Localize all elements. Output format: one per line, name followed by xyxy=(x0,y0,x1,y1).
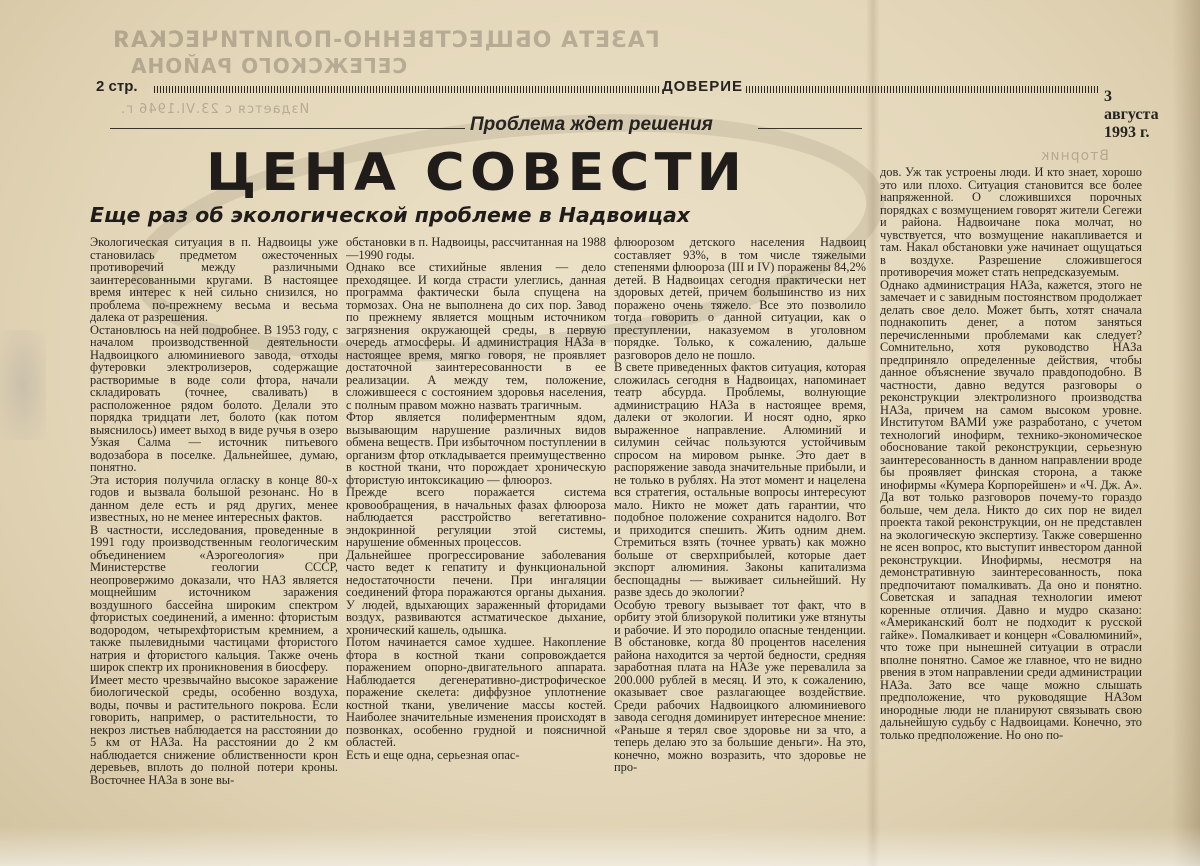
article-column-4: дов. Уж так устроены люди. И кто знает, хорошо это или плохо. Ситуация становится все более напряженной. О сложившихся порочных порядках с возмущением говорят жители Сегежи и района. Надвоичане пока молчат, но чувствуется, что возмущение накапливается и там. Накал обстановки уже начинает ощущаться в воздухе. Разрешение сложившегося противоречия может стать непредсказуемым. Однако администрация НАЗа, кажется, этого не замечает и с завидным постоянством продолжает делать свое дело. Может быть, хотят сначала поднакопить денег, а потом заняться перечисленными проблемами как следует? Сомнительно, хотя руководство НАЗа предприняло определенные действия, чтобы данное объяснение звучало правдоподобно. В частности, давно ведутся разговоры о реконструкции электролизного производства НАЗа, причем на самом высоком уровне. Институтом ВАМИ уже разработано, с учетом технологий инофирм, технико-экономическое обоснование такой реконструкции, серьезную заинтересованность в данном направлении вроде бы проявляет финская сторона, а также инофирмы «Кумера Корпорейшен» и «Ч. Дж. А». Да вот только разговоров почему-то гораздо больше, чем дела. Никто до сих пор не видел проекта такой реконструкции, он не представлен на экологическую экспертизу. Также совершенно не ясен вопрос, кто выступит инвестором данной реконструкции. Инофирмы, несмотря на демонстративную заинтересованность, пока предпочитают помалкивать. Да оно и понятно. Советская и западная технологии имеют коренные отличия. Давно и мудро сказано: «Американский болт не подходит к русской гайке». Помалкивает и концерн «Совалюминий», что тоже при нынешней ситуации в отрасли вполне понятно. Самое же главное, что не видно рвения в этом направлении среди администрации НАЗа. Зато все чаще можно слышать предположение, что руководящие НАЗом инородные люди не планируют связывать свою дальнейшую судьбу с Надвоицами. Конечно, это только предположение. Но оно по- xyxy=(880,166,1142,742)
article-column-1: Экологическая ситуация в п. Надвоицы уже становилась предметом ожесточенных противоречий между различными заинтересованными кругами. В настоящее время интерес к ней сильно снизился, но проблема по-прежнему весьма и весьма далека от разрешения. Остановлюсь на ней подробнее. В 1953 году, с началом производственной деятельности Надвоицкого алюминиевого завода, отходы футеровки электролизеров, содержащие растворимые в воде соли фтора, начали складировать (точнее, сваливать) в расположенное рядом болото. Делали это порядка тридцати лет, болото (как потом выяснилось) имеет выход в виде ручья в озеро Узкая Салма — источник питьевого водозабора в поселке. Дальнейшее, думаю, понятно. Эта история получила огласку в конце 80-х годов и вызвала большой резонанс. Но в данном деле есть и ряд других, менее известных, но не менее интересных фактов. В частности, исследования, проведенные в 1991 году производственным геологическим объединением «Аэрогеология» при Министерстве геологии СССР, неопровержимо доказали, что НАЗ является мощнейшим источником заражения воздушного бассейна широким спектром фтористых соединений, а именно: фтористым водородом, четырехфтористым кремнием, а также пылевидными частицами фтористого натрия и фтористого кальция. Также очень широк спектр их проникновения в биосферу. Имеет место чрезвычайно высокое заражение биологической среды, особенно воздуха, воды, почвы и растительного покрова. Если говорить, например, о растительности, то некроз листьев наблюдается на расстоянии до 5 км от НАЗа. На расстоянии до 2 км наблюдается снижение облиственности крон деревьев, вплоть до полной потери кроны. Восточнее НАЗа в зоне вы- xyxy=(90,236,338,787)
article-subheadline: Еще раз об экологической проблеме в Надвоицах xyxy=(90,203,691,227)
article-column-3: флюорозом детского населения Надвоиц составляет 93%, в том числе тяжелыми степенями флюороза (III и IV) поражены 84,2% детей. В Надвоицах сегодня практически нет здоровых детей, причем большинство из них поражено очень тяжело. Все это позволило тогда говорить о данной ситуации, как о преступлении, наказуемом в уголовном порядке. Только, к сожалению, дальше разговоров дело не пошло. В свете приведенных фактов ситуация, которая сложилась сегодня в Надвоицах, напоминает театр абсурда. Проблемы, волнующие администрацию НАЗа в настоящее время, далеки от экологии. И носят одно, ярко выраженное направление. Алюминий и силумин сейчас пользуются устойчивым спросом на мировом рынке. Это дает в распоряжение завода значительные прибыли, и не только в рублях. На этот момент и нацелена вся стратегия, остальные вопросы интересуют мало. Никто не может дать гарантии, что подобное положение сохранится надолго. Вот и приходится спешить. Жить одним днем. Стремиться взять (точнее урвать) как можно больше от сверхприбылей, которые дает экспорт алюминия. Законы капитализма беспощадны — выживает сильнейший. Ну разве здесь до экологии? Особую тревогу вызывает тот факт, что в орбиту этой близорукой политики уже втянуты и рабочие. И это породило опасные тенденции. В обстановке, когда 80 процентов населения района находится за чертой бедности, средняя заработная плата на НАЗе уже перевалила за 200.000 рублей в месяц. И это, к сожалению, оказывает свое разлагающее воздействие. Среди рабочих Надвоицкого алюминиевого завода сегодня доминирует интересное мнение: «Раньше я терял свое здоровье ни за что, а теперь делаю это за большие деньги». На это, конечно, можно возразить, что здоровье не про- xyxy=(614,236,866,774)
show-through-text: ГАЗЕТА ОБЩЕСТВЕННО-ПОЛИТИЧЕСКАЯ xyxy=(112,28,660,53)
article-column-2: обстановки в п. Надвоицы, рассчитанная на 1988—1990 годы. Однако все стихийные явления — дело преходящее. И когда страсти улеглись, данная программа фактически была спущена на тормозах. Она не выполнена до сих пор. Завод по прежнему является мощным источником загрязнения окружающей среды, в первую очередь атмосферы. И администрация НАЗа в настоящее время, мягко говоря, не проявляет достаточной заинтересованности в ее реализации. А между тем, положение, сложившееся с состоянием здоровья населения, с полным правом можно назвать трагичным. Фтор является полиферментным ядом, вызывающим нарушение различных видов обмена веществ. При избыточном поступлении в организм фтор откладывается преимущественно в костной ткани, что порождает хроническую фтористую интоксикацию — флюороз. Прежде всего поражается система кровообращения, в начальных фазах флюороза наблюдается расстройство вегетативно-эндокринной регуляции этой системы, нарушение обменных процессов. Дальнейшее прогрессирование заболевания часто ведет к гепатиту и функциональной недостаточности печени. При ингаляции соединений фтора поражаются органы дыхания. У людей, вдыхающих зараженный фторидами воздух, развиваются астматическое дыхание, хронический кашель, одышка. Потом начинается самое худшее. Накопление фтора в костной ткани сопровождается поражением опорно-двигательного аппарата. Наблюдается дегенеративно-дистрофическое поражение скелета: диффузное уплотнение костной ткани, увеличение массы костей. Наиболее значительные изменения происходят в позвонках, особенно грудной и поясничной областей. Есть и еще одна, серьезная опас- xyxy=(346,236,606,762)
masthead-rule xyxy=(154,86,659,93)
show-through-text: Издается с 23.VI.1946 г. xyxy=(120,102,310,117)
show-through-text: СЕГЕЖСКОГО РАЙОНА xyxy=(130,54,408,78)
paper-stain xyxy=(0,330,46,440)
paper-edge xyxy=(0,826,1200,866)
article-headline: ЦЕНА СОВЕСТИ xyxy=(206,143,748,203)
page-number: 2 стр. xyxy=(96,78,138,95)
issue-date: 3 августа 1993 г. xyxy=(1104,88,1159,141)
show-through-text: Вторник xyxy=(1040,148,1109,164)
paper-fold xyxy=(866,0,880,866)
kicker-rule xyxy=(758,128,862,129)
rubric: Проблема ждет решения xyxy=(470,114,713,135)
paper-edge xyxy=(1172,0,1200,866)
masthead-rule xyxy=(746,86,1098,93)
newspaper-name: ДОВЕРИЕ xyxy=(662,78,743,95)
kicker-rule xyxy=(110,128,465,129)
